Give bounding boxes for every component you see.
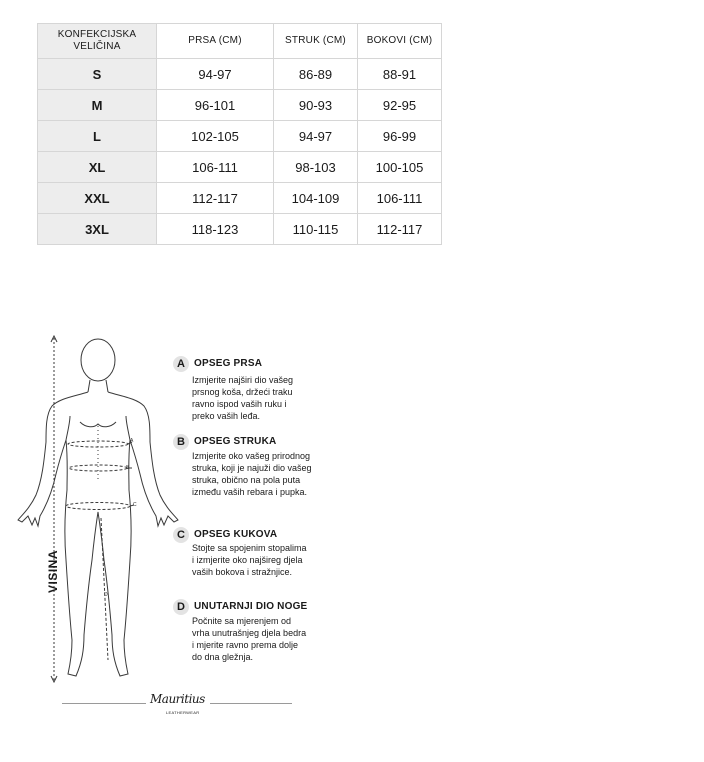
struk-cell: 90-93	[274, 90, 358, 121]
marker-c: C	[133, 502, 137, 508]
header-struk: STRUK (CM)	[274, 24, 358, 59]
table-row	[38, 59, 442, 90]
bokovi-cell: 96-99	[358, 121, 442, 152]
size-cell: M	[38, 90, 157, 121]
body-measurement-figure	[12, 330, 202, 690]
prsa-cell: 96-101	[157, 90, 274, 121]
size-cell: S	[38, 59, 157, 90]
header-size	[38, 24, 157, 59]
table-row	[38, 152, 442, 183]
prsa-cell: 112-117	[157, 183, 274, 214]
bokovi-cell: 92-95	[358, 90, 442, 121]
bokovi-cell: 88-91	[358, 59, 442, 90]
logo-tagline: LEATHERWEAR	[166, 710, 200, 715]
prsa-cell: 94-97	[157, 59, 274, 90]
logo-script: Mauritius	[150, 692, 205, 706]
table-row	[38, 214, 442, 245]
header-prsa: PRSA (CM)	[157, 24, 274, 59]
size-cell: XXL	[38, 183, 157, 214]
prsa-cell: 106-111	[157, 152, 274, 183]
brand-logo	[150, 686, 208, 720]
table-row	[38, 121, 442, 152]
struk-cell: 86-89	[274, 59, 358, 90]
prsa-cell: 102-105	[157, 121, 274, 152]
prsa-cell: 118-123	[157, 214, 274, 245]
guide-text-b: Izmjerite oko vašeg prirodnog struka, koji je najuži dio vašeg struka, obično na pola puta između vaših rebara i pupka.	[192, 451, 312, 497]
bokovi-cell: 112-117	[358, 214, 442, 245]
marker-d: D	[104, 592, 108, 598]
badge-a: A	[173, 356, 189, 372]
table-row	[38, 90, 442, 121]
size-cell: 3XL	[38, 214, 157, 245]
struk-cell: 94-97	[274, 121, 358, 152]
struk-cell: 104-109	[274, 183, 358, 214]
size-cell: XL	[38, 152, 157, 183]
marker-b: B	[126, 465, 130, 471]
table-row	[38, 183, 442, 214]
figure-head	[81, 339, 115, 381]
height-label: VISINA	[46, 549, 60, 593]
bokovi-cell: 100-105	[358, 152, 442, 183]
struk-cell: 98-103	[274, 152, 358, 183]
bokovi-cell: 106-111	[358, 183, 442, 214]
size-cell: L	[38, 121, 157, 152]
marker-a: A	[130, 438, 134, 444]
badge-c: C	[173, 527, 189, 543]
header-bokovi: BOKOVI (CM)	[358, 24, 442, 59]
guide-text-d: Počnite sa mjerenjem od vrha unutrašnjeg djela bedra i mjerite ravno prema dolje do dna gležnja.	[192, 616, 307, 662]
guide-title-a: OPSEG PRSA	[194, 358, 263, 369]
header-size-line-1: KONFEKCIJSKA	[57, 29, 137, 40]
guide-title-d: UNUTARNJI DIO NOGE	[194, 601, 308, 612]
header-size-line-2: VELIČINA	[73, 41, 121, 52]
badge-d: D	[173, 599, 189, 615]
band-c	[66, 503, 130, 510]
size-chart-table	[37, 23, 442, 245]
guide-title-b: OPSEG STRUKA	[194, 436, 277, 447]
guide-text-a: Izmjerite najširi dio vašeg prsnog koša, držeći traku ravno ispod vaših ruku i preko vaših leđa.	[192, 375, 294, 421]
logo-divider-left	[62, 703, 146, 704]
struk-cell: 110-115	[274, 214, 358, 245]
logo-divider-right	[210, 703, 292, 704]
band-d	[101, 518, 108, 660]
figure-neck	[88, 380, 108, 392]
guide-title-c: OPSEG KUKOVA	[194, 529, 278, 540]
guide-text-c: Stojte sa spojenim stopalima i izmjerite oko najšireg djela vaših bokova i stražnjice.	[192, 543, 307, 577]
badge-b: B	[173, 434, 189, 450]
table-header-row	[38, 24, 442, 59]
